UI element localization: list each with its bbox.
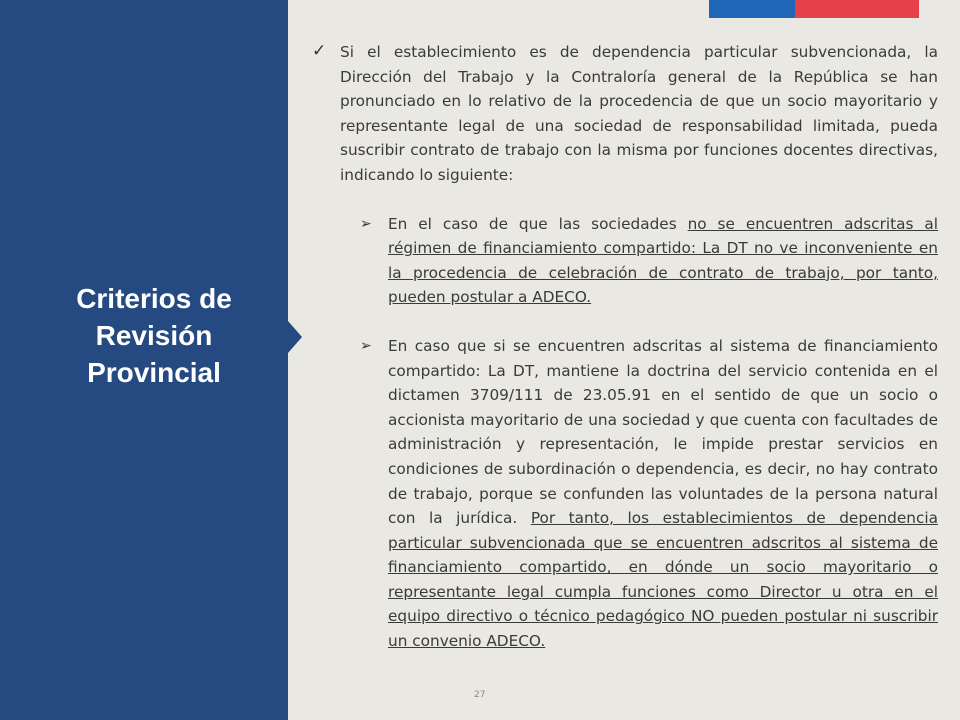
point2-underlined-text: Por tanto, los establecimientos de dependencia particular subvencionada que se encuentren adscritos al sistema de financiamiento compartido, en dónde un socio mayoritario o representante legal cumpla funciones como Director u otra en el equipo directivo o técnico pedagógico NO pueden postular ni suscribir un convenio ADECO.	[388, 509, 938, 651]
flag-stripe-red	[795, 0, 919, 18]
main-content	[312, 40, 938, 654]
point1-text: En el caso de que las sociedades	[388, 214, 688, 233]
slide-title-line3: Provincial	[87, 357, 221, 388]
bullet-point-2	[360, 334, 938, 654]
arrow-bullet-icon: ➢	[360, 215, 372, 232]
intro-paragraph	[312, 40, 938, 188]
page-number: 27	[474, 690, 486, 700]
slide-title-line1: Criterios de	[76, 283, 232, 314]
checkmark-icon: ✓	[312, 41, 327, 61]
flag-stripe-blue	[709, 0, 795, 18]
point1-underlined-text: no se encuentren adscritas al régimen de financiamiento compartido: La DT no ve inconveniente en la procedencia de celebración de contrato de trabajo, por tanto, pueden postular a ADECO.	[388, 214, 938, 307]
bullet-point-1	[360, 212, 938, 310]
arrow-bullet-icon: ➢	[360, 337, 372, 354]
intro-text: Si el establecimiento es de dependencia particular subvencionada, la Dirección del Trabajo y la Contraloría general de la República se han pronunciado en lo relativo de la procedencia de que un socio mayoritario y representante legal de una sociedad de responsabilidad limitada, pueda suscribir contrato de trabajo con la misma por funciones docentes directivas, indicando lo siguiente:	[340, 43, 938, 184]
sidebar-pointer-arrow	[288, 321, 302, 353]
slide-title	[20, 280, 288, 391]
point2-text: En caso que si se encuentren adscritas al sistema de financiamiento compartido: La DT, mantiene la doctrina del servicio contenida en el dictamen 3709/111 de 23.05.91 en el sentido de que un socio o accionista mayoritario de una sociedad y que cuenta con facultades de administración y representación, le impide prestar servicios en condiciones de subordinación o dependencia, es decir, no hay contrato de trabajo, porque se confunden las voluntades de la persona natural con la jurídica.	[388, 336, 938, 528]
slide-title-line2: Revisión	[95, 320, 213, 351]
